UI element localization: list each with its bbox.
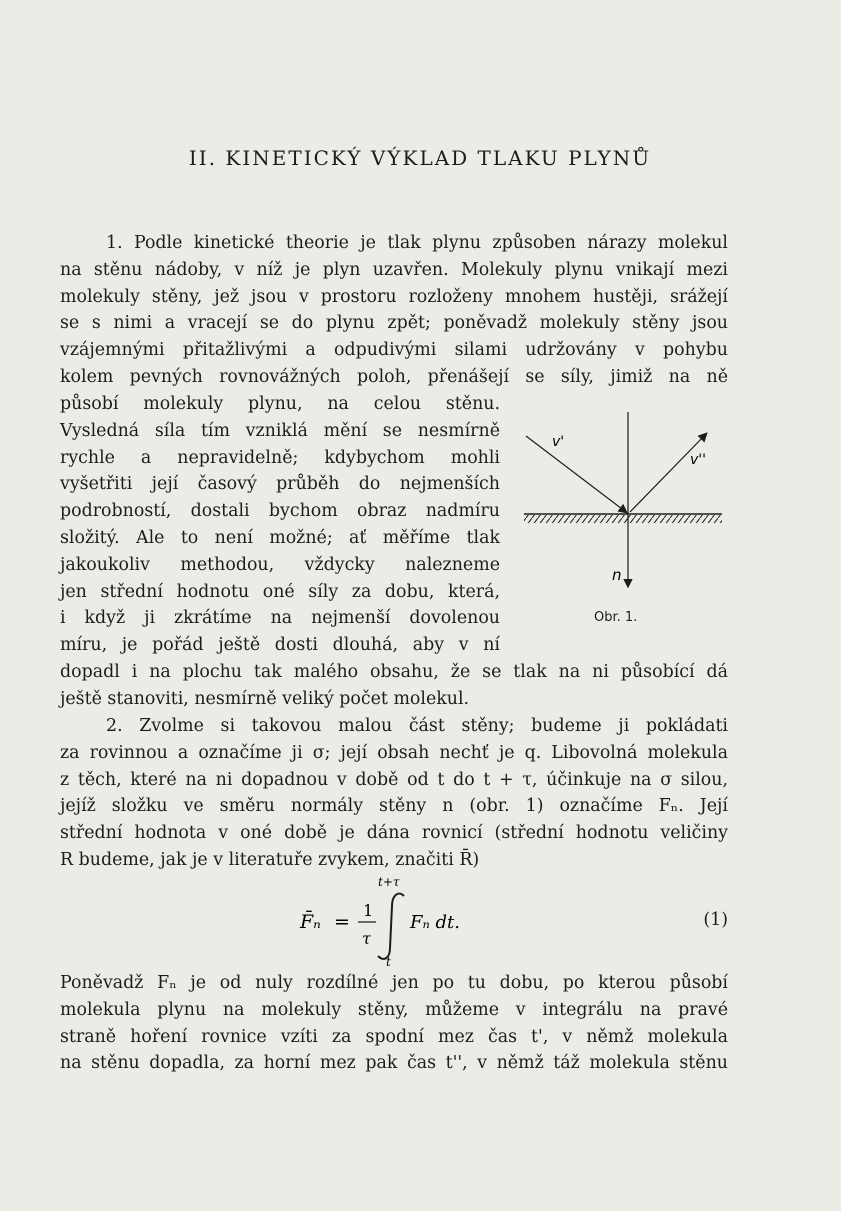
- text-line: za rovinnou a označíme ji σ; její obsah nechť je q. Libovolná molekula: [60, 742, 728, 763]
- section1-paragraph-top: [60, 230, 728, 391]
- text-line: R budeme, jak je v literatuře zvykem, značiti R̄): [60, 849, 480, 870]
- text-line: kolem pevných rovnovážných poloh, přenášejí se síly, jimiž na ně: [60, 366, 728, 387]
- text-line: vzájemnými přitažlivými a odpudivými silami udržovány v pohybu: [60, 340, 728, 361]
- text-line: molekuly stěny, jež jsou v prostoru rozloženy mnohem hustěji, srážejí: [60, 286, 728, 307]
- text-line: jakoukoliv methodou, vždycky nalezneme: [60, 554, 500, 575]
- section1-paragraph-narrow: [60, 391, 500, 659]
- section2-paragraph: [60, 713, 728, 874]
- text-line: jen střední hodnotu oné síly za dobu, která,: [60, 581, 500, 602]
- label-v1: v': [552, 434, 565, 450]
- text-line: ještě stanoviti, nesmírně veliký počet molekul.: [60, 688, 470, 709]
- text-line: střední hodnota v oné době je dána rovnicí (střední hodnotu veličiny: [60, 823, 728, 844]
- text-line: na stěnu dopadla, za horní mez pak čas t'', v němž táž molekula stěnu: [60, 1053, 728, 1074]
- eq-integrand: Fₙ dt.: [410, 912, 460, 933]
- eq-frac-den: τ: [362, 929, 371, 948]
- section1-paragraph-bottom: [60, 659, 728, 713]
- eq-equals: =: [334, 911, 350, 933]
- text-line: jejíž složku ve směru normály stěny n (obr. 1) označíme Fₙ. Její: [60, 796, 728, 817]
- text-line: z těch, které na ni dopadnou v době od t do t + τ, účinkuje na σ silou,: [60, 769, 728, 790]
- chapter-title: II. KINETICKÝ VÝKLAD TLAKU PLYNŮ: [188, 146, 652, 170]
- text-line: míru, je pořád ještě dosti dlouhá, aby v ní: [60, 635, 500, 656]
- label-n: n: [612, 566, 622, 584]
- figure-reflection-diagram: [520, 406, 730, 636]
- section3-paragraph: [60, 970, 728, 1077]
- text-line: se s nimi a vracejí se do plynu zpět; poněvadž molekuly stěny jsou: [60, 313, 728, 334]
- text-line: i když ji zkrátíme na nejmenší dovolenou: [60, 608, 500, 629]
- text-line: 1. Podle kinetické theorie je tlak plynu způsoben nárazy molekul: [106, 233, 728, 253]
- wall-surface: [524, 514, 722, 523]
- text-line: vyšetřiti její časový průběh do nejmenších: [60, 474, 500, 495]
- figure-caption: Obr. 1.: [594, 610, 638, 625]
- equation-1: [60, 868, 728, 968]
- equation-graphic: [60, 868, 728, 968]
- eq-frac-num: 1: [363, 901, 374, 920]
- text-line: straně hoření rovnice vzíti za spodní mez čas t', v němž molekula: [60, 1026, 728, 1047]
- incident-velocity-arrow: [526, 436, 626, 512]
- text-line: molekula plynu na molekuly stěny, můžeme v integrálu na pravé: [60, 999, 728, 1020]
- text-line: na stěnu nádoby, v níž je plyn uzavřen. Molekuly plynu vnikají mezi: [60, 259, 728, 280]
- text-line: podrobností, dostali bychom obraz nadmíru: [60, 501, 500, 522]
- integral-sign: [378, 894, 404, 959]
- text-line: dopadl i na plochu tak malého obsahu, že se tlak na ni působící dá: [60, 662, 728, 682]
- text-line: Poněvadž Fₙ je od nuly rozdílné jen po tu dobu, po kterou působí: [60, 973, 728, 993]
- text-line: působí molekuly plynu, na celou stěnu.: [60, 394, 500, 414]
- equation-number: (1): [703, 910, 728, 930]
- reflected-velocity-arrow: [630, 434, 706, 512]
- text-line: složitý. Ale to není možné; ať měříme tlak: [60, 527, 500, 548]
- label-v2: v'': [690, 452, 706, 468]
- eq-lhs: F̄ₙ: [300, 911, 321, 933]
- text-line: 2. Zvolme si takovou malou část stěny; budeme ji pokládati: [106, 716, 728, 736]
- text-line: rychle a nepravidelně; kdybychom mohli: [60, 447, 500, 468]
- eq-upper-limit: t+τ: [378, 875, 400, 889]
- eq-lower-limit: t: [386, 955, 391, 968]
- text-line: Vysledná síla tím vzniklá mění se nesmírně: [60, 420, 500, 441]
